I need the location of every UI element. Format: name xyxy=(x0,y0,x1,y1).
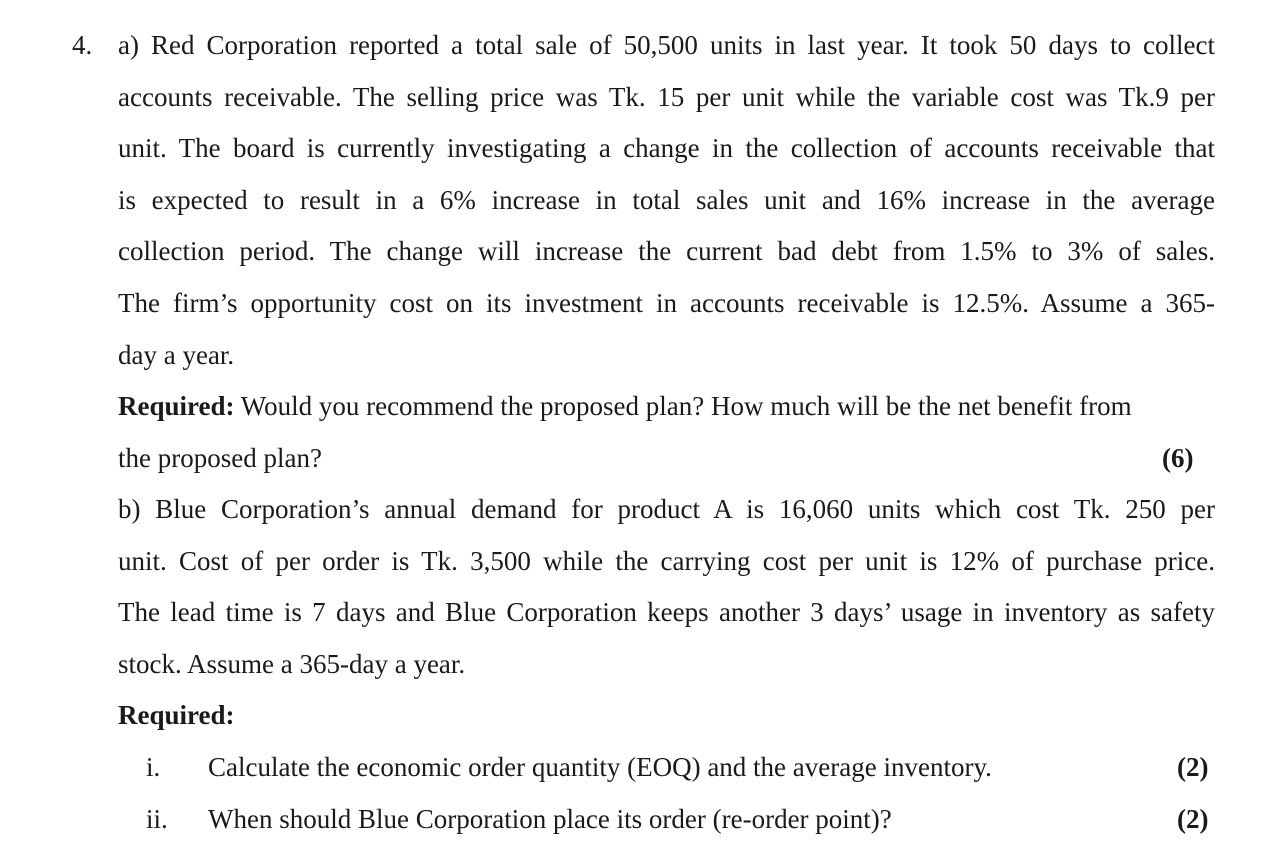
part-a-line-4: is expected to result in a 6% increase in total sales unit and 16% increase in the average xyxy=(118,185,1215,215)
part-a-required xyxy=(118,389,1215,423)
sub-item-marks: (2) xyxy=(1177,752,1209,782)
sub-item-numeral: ii. xyxy=(146,804,168,834)
sub-item-text: When should Blue Corporation place its order (re-order point)? xyxy=(208,804,892,834)
part-b-line-3: The lead time is 7 days and Blue Corporation keeps another 3 days’ usage in inventory as safety xyxy=(118,597,1215,627)
required-label: Required: xyxy=(118,391,235,421)
sub-item-numeral: i. xyxy=(146,752,161,782)
part-a-required-line-2: the proposed plan? xyxy=(118,443,322,473)
part-a-line-5: collection period. The change will increase the current bad debt from 1.5% to 3% of sales. xyxy=(118,236,1215,266)
part-a-line-7: day a year. xyxy=(118,340,235,370)
part-a-line-2: accounts receivable. The selling price was Tk. 15 per unit while the variable cost was Tk.9 per xyxy=(118,82,1215,112)
question-number: 4. xyxy=(72,30,93,60)
sub-item-text: Calculate the economic order quantity (EOQ) and the average inventory. xyxy=(208,752,992,782)
part-a-line-3: unit. The board is currently investigating a change in the collection of accounts receivable that xyxy=(118,133,1215,163)
part-b-line-2: unit. Cost of per order is Tk. 3,500 while the carrying cost per unit is 12% of purchase price. xyxy=(118,546,1215,576)
required-text: Would you recommend the proposed plan? How much will be the net benefit from xyxy=(234,391,1132,421)
sub-item-marks: (2) xyxy=(1177,804,1209,834)
part-b-required-label: Required: xyxy=(118,700,235,730)
part-a-line-6: The firm’s opportunity cost on its investment in accounts receivable is 12.5%. Assume a 365- xyxy=(118,288,1215,318)
part-a-line-1: a) Red Corporation reported a total sale of 50,500 units in last year. It took 50 days to collect xyxy=(118,30,1215,60)
part-a-marks: (6) xyxy=(1162,443,1194,473)
part-b-line-1: b) Blue Corporation’s annual demand for product A is 16,060 units which cost Tk. 250 per xyxy=(118,494,1215,524)
part-b-line-4: stock. Assume a 365-day a year. xyxy=(118,649,466,679)
